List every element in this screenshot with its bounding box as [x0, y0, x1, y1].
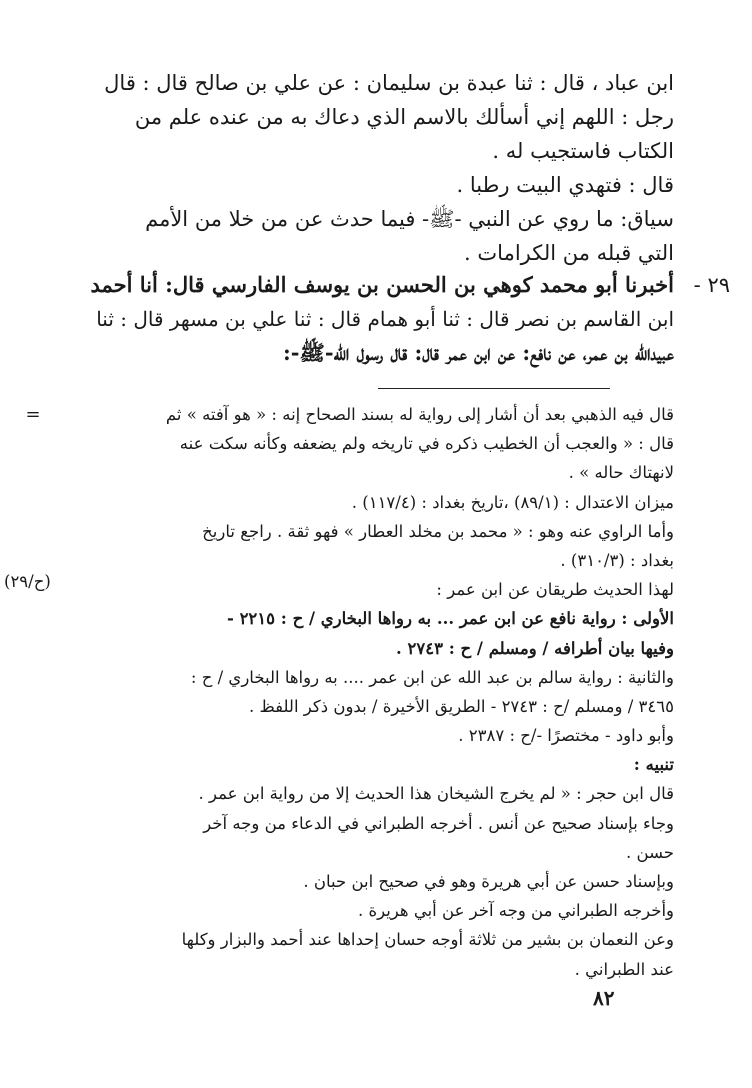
- hadith-number: ٢٩ -: [693, 273, 730, 297]
- main-text-line: الكتاب فاستجيب له .: [492, 139, 674, 163]
- footnote-line: قال : « والعجب أن الخطيب ذكره في تاريخه ولم يضعفه وكأنه سكت عنه: [179, 434, 674, 454]
- footnote-line: وأما الراوي عنه وهو : « محمد بن مخلد العطار » فهو ثقة . راجع تاريخ: [202, 521, 674, 541]
- footnote-line: حسن .: [626, 842, 674, 862]
- footnote-line: لانهتاك حاله » .: [568, 463, 674, 483]
- footnote-line: وعن النعمان بن بشير من ثلاثة أوجه حسان إحداها عند أحمد والبزار وكلها: [181, 930, 674, 950]
- hadith-line: ابن القاسم بن نصر قال : ثنا أبو همام قال : ثنا علي بن مسهر قال : ثنا: [96, 307, 674, 331]
- main-text-line: رجل : اللهم إني أسألك بالاسم الذي دعاك به من عنده علم من: [134, 105, 674, 129]
- footnote-continuation-mark: =: [25, 404, 41, 425]
- main-text-line: قال : فتهدي البيت رطبا .: [456, 173, 674, 197]
- footnote-line: تنبيه :: [633, 755, 674, 775]
- hadith-text: [84, 268, 674, 370]
- main-text-line: التي قبله من الكرامات .: [464, 241, 674, 265]
- footnote-line: ٣٤٦٥ / ومسلم /ح : ٢٧٤٣ - الطريق الأخيرة / بدون ذكر اللفظ .: [248, 696, 674, 716]
- main-text: [84, 66, 674, 270]
- hadith-line: عبيدالله بن عمر، عن نافع: عن ابن عمر قال: قال رسول الله-ﷺ-:: [283, 340, 674, 365]
- footnote-line: وأخرجه الطبراني من وجه آخر عن أبي هريرة .: [357, 901, 674, 921]
- footnote-line: وأبو داود - مختصرًا -/ح : ٢٣٨٧ .: [458, 726, 674, 746]
- footnotes: [84, 400, 674, 984]
- page-number: ٨٢: [593, 986, 615, 1010]
- footnote-line: وبإسناد حسن عن أبي هريرة وهو في صحيح ابن حبان .: [303, 872, 674, 891]
- footnote-line: وجاء بإسناد صحيح عن أنس . أخرجه الطبراني في الدعاء من وجه آخر: [203, 813, 674, 833]
- footnote-ref-29: (ح/٢٩): [4, 572, 51, 591]
- footnote-line: الأولى : رواية نافع عن ابن عمر ... به رواها البخاري / ح : ٢٢١٥ -: [226, 609, 674, 629]
- main-text-line: سياق: ما روي عن النبي -ﷺ- فيما حدث عن من خلا من الأمم: [145, 207, 674, 231]
- footnote-line: قال فيه الذهبي بعد أن أشار إلى رواية له بسند الصحاح إنه : « هو آفته » ثم: [165, 405, 674, 424]
- footnote-line: بغداد : (٣١٠/٣) .: [560, 550, 674, 570]
- footnote-line: قال ابن حجر : « لم يخرج الشيخان هذا الحديث إلا من رواية ابن عمر .: [198, 784, 674, 804]
- footnote-line: وفيها بيان أطرافه / ومسلم / ح : ٢٧٤٣ .: [396, 638, 674, 658]
- main-text-line: ابن عباد ، قال : ثنا عبدة بن سليمان : عن علي بن صالح قال : قال: [104, 71, 674, 95]
- footnote-line: والثانية : رواية سالم بن عبد الله عن ابن عمر .... به رواها البخاري / ح :: [190, 667, 674, 687]
- footnote-separator: [378, 388, 610, 389]
- footnote-line: لهذا الحديث طريقان عن ابن عمر :: [436, 580, 674, 600]
- footnote-line: ميزان الاعتدال : (٨٩/١) ،تاريخ بغداد : (١١٧/٤) .: [351, 492, 674, 512]
- hadith-line: أخبرنا أبو محمد كوهي بن الحسن بن يوسف الفارسي قال: أنا أحمد: [90, 272, 674, 297]
- footnote-line: عند الطبراني .: [574, 959, 674, 979]
